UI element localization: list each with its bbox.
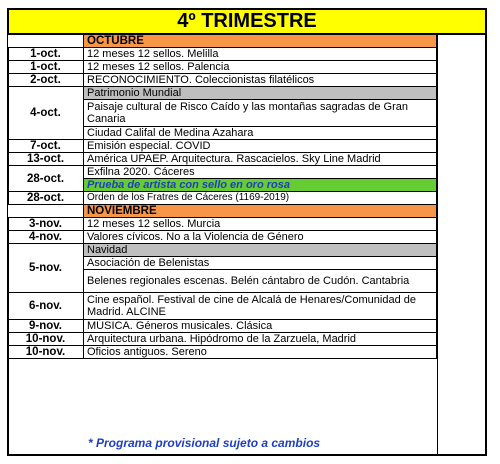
- month-header-october: [8, 35, 437, 48]
- row-text: 12 meses 12 sellos. Melilla: [84, 48, 437, 61]
- table-row: [8, 320, 437, 333]
- row-date: 28-oct.: [8, 192, 84, 205]
- row-text: Asociación de Belenistas: [84, 257, 437, 270]
- row-date: 5-nov.: [8, 244, 84, 293]
- provisional-note: * Programa provisional sujeto a cambios: [88, 436, 321, 450]
- row-date: 10-nov.: [8, 346, 84, 359]
- highlight-text: Prueba de artista con sello en oro rosa: [84, 179, 437, 192]
- row-text: Ciudad Califal de Medina Azahara: [84, 127, 437, 140]
- row-date: 1-oct.: [8, 48, 84, 61]
- table-row: [8, 140, 437, 153]
- row-text: Oficios antiguos. Sereno: [84, 346, 437, 359]
- table-row: [8, 346, 437, 359]
- row-date: 13-oct.: [8, 153, 84, 166]
- row-date: 4-oct.: [8, 87, 84, 140]
- row-text: América UPAEP. Arquitectura. Rascacielos. Sky Line Madrid: [84, 153, 437, 166]
- row-text: Belenes regionales escenas. Belén cántabro de Cudón. Cantabria: [84, 270, 437, 293]
- schedule-table: [7, 34, 437, 359]
- table-row: [8, 48, 437, 61]
- row-text: Emisión especial. COVID: [84, 140, 437, 153]
- table-row: [8, 333, 437, 346]
- table-row: [8, 153, 437, 166]
- row-date: 2-oct.: [8, 74, 84, 87]
- row-date: 1-oct.: [8, 61, 84, 74]
- row-text: Orden de los Fratres de Cáceres (1169-2019): [84, 192, 437, 205]
- table-row: [8, 231, 437, 244]
- row-text: Exfilna 2020. Cáceres: [84, 166, 437, 179]
- row-text: MÚSICA. Géneros musicales. Clásica: [84, 320, 437, 333]
- month-header-november: [8, 205, 437, 218]
- table-row: [8, 61, 437, 74]
- row-text: Valores cívicos. No a la Violencia de Género: [84, 231, 437, 244]
- row-text: RECONOCIMIENTO. Coleccionistas filatélicos: [84, 74, 437, 87]
- row-text: Paisaje cultural de Risco Caído y las montañas sagradas de Gran Canaria: [84, 100, 437, 127]
- right-column: [437, 34, 485, 454]
- month-label: OCTUBRE: [84, 35, 437, 48]
- row-date: 9-nov.: [8, 320, 84, 333]
- group-label: Navidad: [84, 244, 437, 257]
- group-row-navidad: [8, 244, 437, 257]
- table-row: [8, 218, 437, 231]
- row-date: 7-oct.: [8, 140, 84, 153]
- table-row: [8, 74, 437, 87]
- month-label: NOVIEMBRE: [84, 205, 437, 218]
- table-row: [8, 293, 437, 320]
- row-text: Arquitectura urbana. Hipódromo de la Zarzuela, Madrid: [84, 333, 437, 346]
- table-row: [8, 166, 437, 179]
- row-date: 10-nov.: [8, 333, 84, 346]
- row-date: 3-nov.: [8, 218, 84, 231]
- row-text: 12 meses 12 sellos. Murcia: [84, 218, 437, 231]
- row-text: 12 meses 12 sellos. Palencia: [84, 61, 437, 74]
- row-date: 28-oct.: [8, 166, 84, 192]
- row-text: Cine español. Festival de cine de Alcalá de Henares/Comunidad de Madrid. ALCINE: [84, 293, 437, 320]
- row-date: 4-nov.: [8, 231, 84, 244]
- page-title: 4º TRIMESTRE: [7, 8, 487, 35]
- table-row: [8, 192, 437, 205]
- row-date: 6-nov.: [8, 293, 84, 320]
- group-row-patrimonio: [8, 87, 437, 100]
- group-label: Patrimonio Mundial: [84, 87, 437, 100]
